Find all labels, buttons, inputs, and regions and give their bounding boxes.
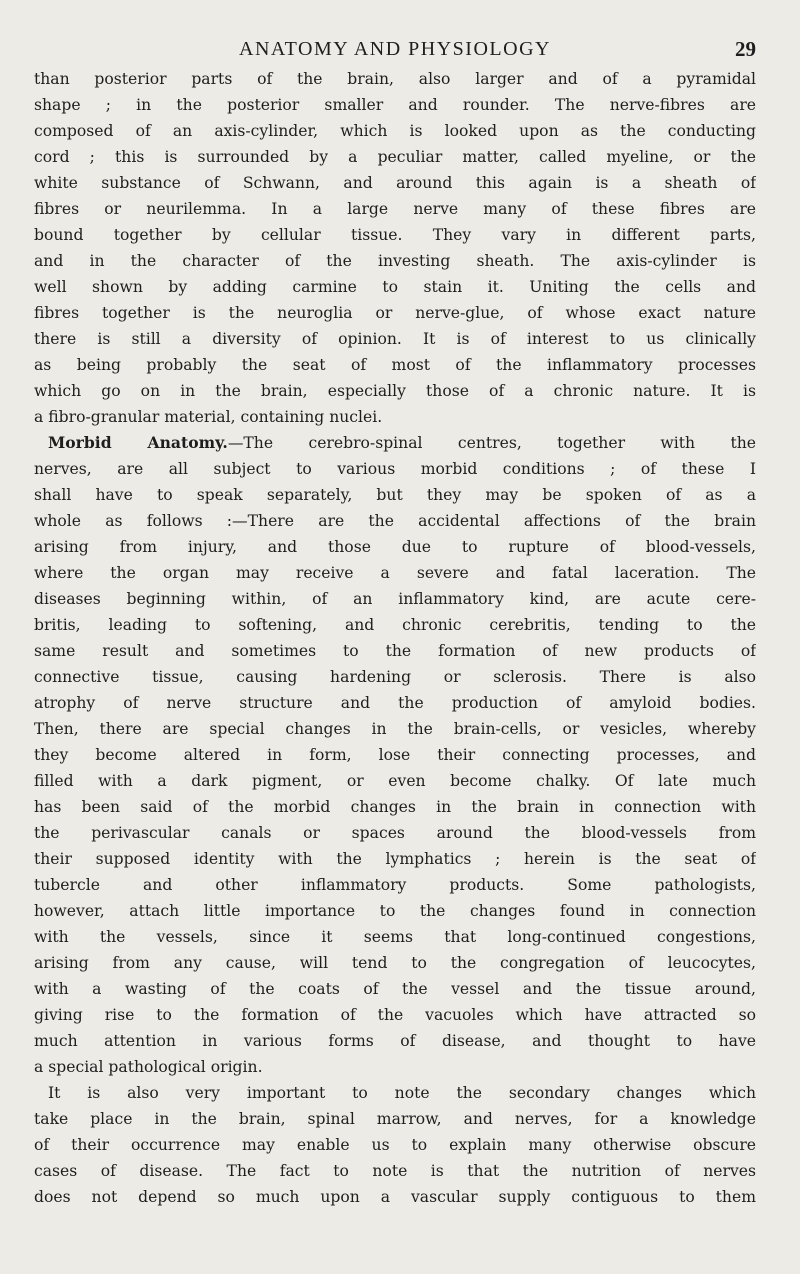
text-line: arising from injury, and those due to rupture of blood-vessels,: [34, 538, 756, 556]
text-line: fibres or neurilemma. In a large nerve many of these fibres are: [34, 200, 756, 218]
text-line: their supposed identity with the lymphatics ; herein is the seat of: [34, 850, 756, 868]
text-line: however, attach little importance to the changes found in connection: [34, 902, 756, 920]
text-line: filled with a dark pigment, or even become chalky. Of late much: [34, 772, 756, 790]
text-line: diseases beginning within, of an inflammatory kind, are acute cere-: [34, 590, 756, 608]
text-line: with a wasting of the coats of the vessel and the tissue around,: [34, 980, 756, 998]
text-line: with the vessels, since it seems that long-continued congestions,: [34, 928, 756, 946]
text-line: a special pathological origin.: [34, 1058, 263, 1076]
text-line: which go on in the brain, especially those of a chronic nature. It is: [34, 382, 756, 400]
text-run: It is also very important to note the secondary changes which: [48, 1084, 756, 1102]
text-line: Then, there are special changes in the brain-cells, or vesicles, whereby: [34, 720, 756, 738]
text-line: take place in the brain, spinal marrow, and nerves, for a knowledge: [34, 1110, 756, 1128]
text-line: does not depend so much upon a vascular supply contiguous to them: [34, 1188, 756, 1206]
text-line: giving rise to the formation of the vacuoles which have attracted so: [34, 1006, 756, 1024]
page-number: 29: [735, 37, 756, 61]
text-line: shall have to speak separately, but they may be spoken of as a: [34, 486, 756, 504]
body-text: [34, 66, 756, 1210]
text-line: shape ; in the posterior smaller and rounder. The nerve-fibres are: [34, 96, 756, 114]
text-line: connective tissue, causing hardening or sclerosis. There is also: [34, 668, 756, 686]
running-head-title: ANATOMY AND PHYSIOLOGY: [239, 38, 551, 60]
text-line: [34, 430, 756, 456]
text-line: much attention in various forms of disease, and thought to have: [34, 1032, 756, 1050]
text-line: fibres together is the neuroglia or nerve-glue, of whose exact nature: [34, 304, 756, 322]
text-line: well shown by adding carmine to stain it. Uniting the cells and: [34, 278, 756, 296]
running-head: [34, 36, 756, 62]
text-line: whole as follows :—There are the accidental affections of the brain: [34, 512, 756, 530]
text-line: has been said of the morbid changes in the brain in connection with: [34, 798, 756, 816]
text-line: cases of disease. The fact to note is that the nutrition of nerves: [34, 1162, 756, 1180]
text-line: [34, 1080, 756, 1106]
section-heading: Morbid Anatomy.: [48, 433, 228, 452]
text-line: atrophy of nerve structure and the production of amyloid bodies.: [34, 694, 756, 712]
text-line: a fibro-granular material, containing nuclei.: [34, 408, 383, 426]
paragraph: [34, 1080, 756, 1210]
paragraph: [34, 66, 756, 430]
text-line: tubercle and other inflammatory products. Some pathologists,: [34, 876, 756, 894]
text-line: the perivascular canals or spaces around the blood-vessels from: [34, 824, 756, 842]
text-line: than posterior parts of the brain, also larger and of a pyramidal: [34, 70, 756, 88]
paragraph: [34, 430, 756, 1080]
text-line: and in the character of the investing sheath. The axis-cylinder is: [34, 252, 756, 270]
text-line: britis, leading to softening, and chronic cerebritis, tending to the: [34, 616, 756, 634]
text-line: composed of an axis-cylinder, which is looked upon as the conducting: [34, 122, 756, 140]
text-line: nerves, are all subject to various morbid conditions ; of these I: [34, 460, 756, 478]
text-line: arising from any cause, will tend to the congregation of leucocytes,: [34, 954, 756, 972]
text-line: there is still a diversity of opinion. It is of interest to us clinically: [34, 330, 756, 348]
text-line: white substance of Schwann, and around this again is a sheath of: [34, 174, 756, 192]
text-line: bound together by cellular tissue. They vary in different parts,: [34, 226, 756, 244]
text-line: as being probably the seat of most of the inflammatory processes: [34, 356, 756, 374]
text-line: they become altered in form, lose their connecting processes, and: [34, 746, 756, 764]
text-line: same result and sometimes to the formation of new products of: [34, 642, 756, 660]
text-run: —The cerebro-spinal centres, together with the: [227, 434, 756, 452]
text-line: where the organ may receive a severe and fatal laceration. The: [34, 564, 756, 582]
text-line: of their occurrence may enable us to explain many otherwise obscure: [34, 1136, 756, 1154]
text-line: cord ; this is surrounded by a peculiar matter, called myeline, or the: [34, 148, 756, 166]
